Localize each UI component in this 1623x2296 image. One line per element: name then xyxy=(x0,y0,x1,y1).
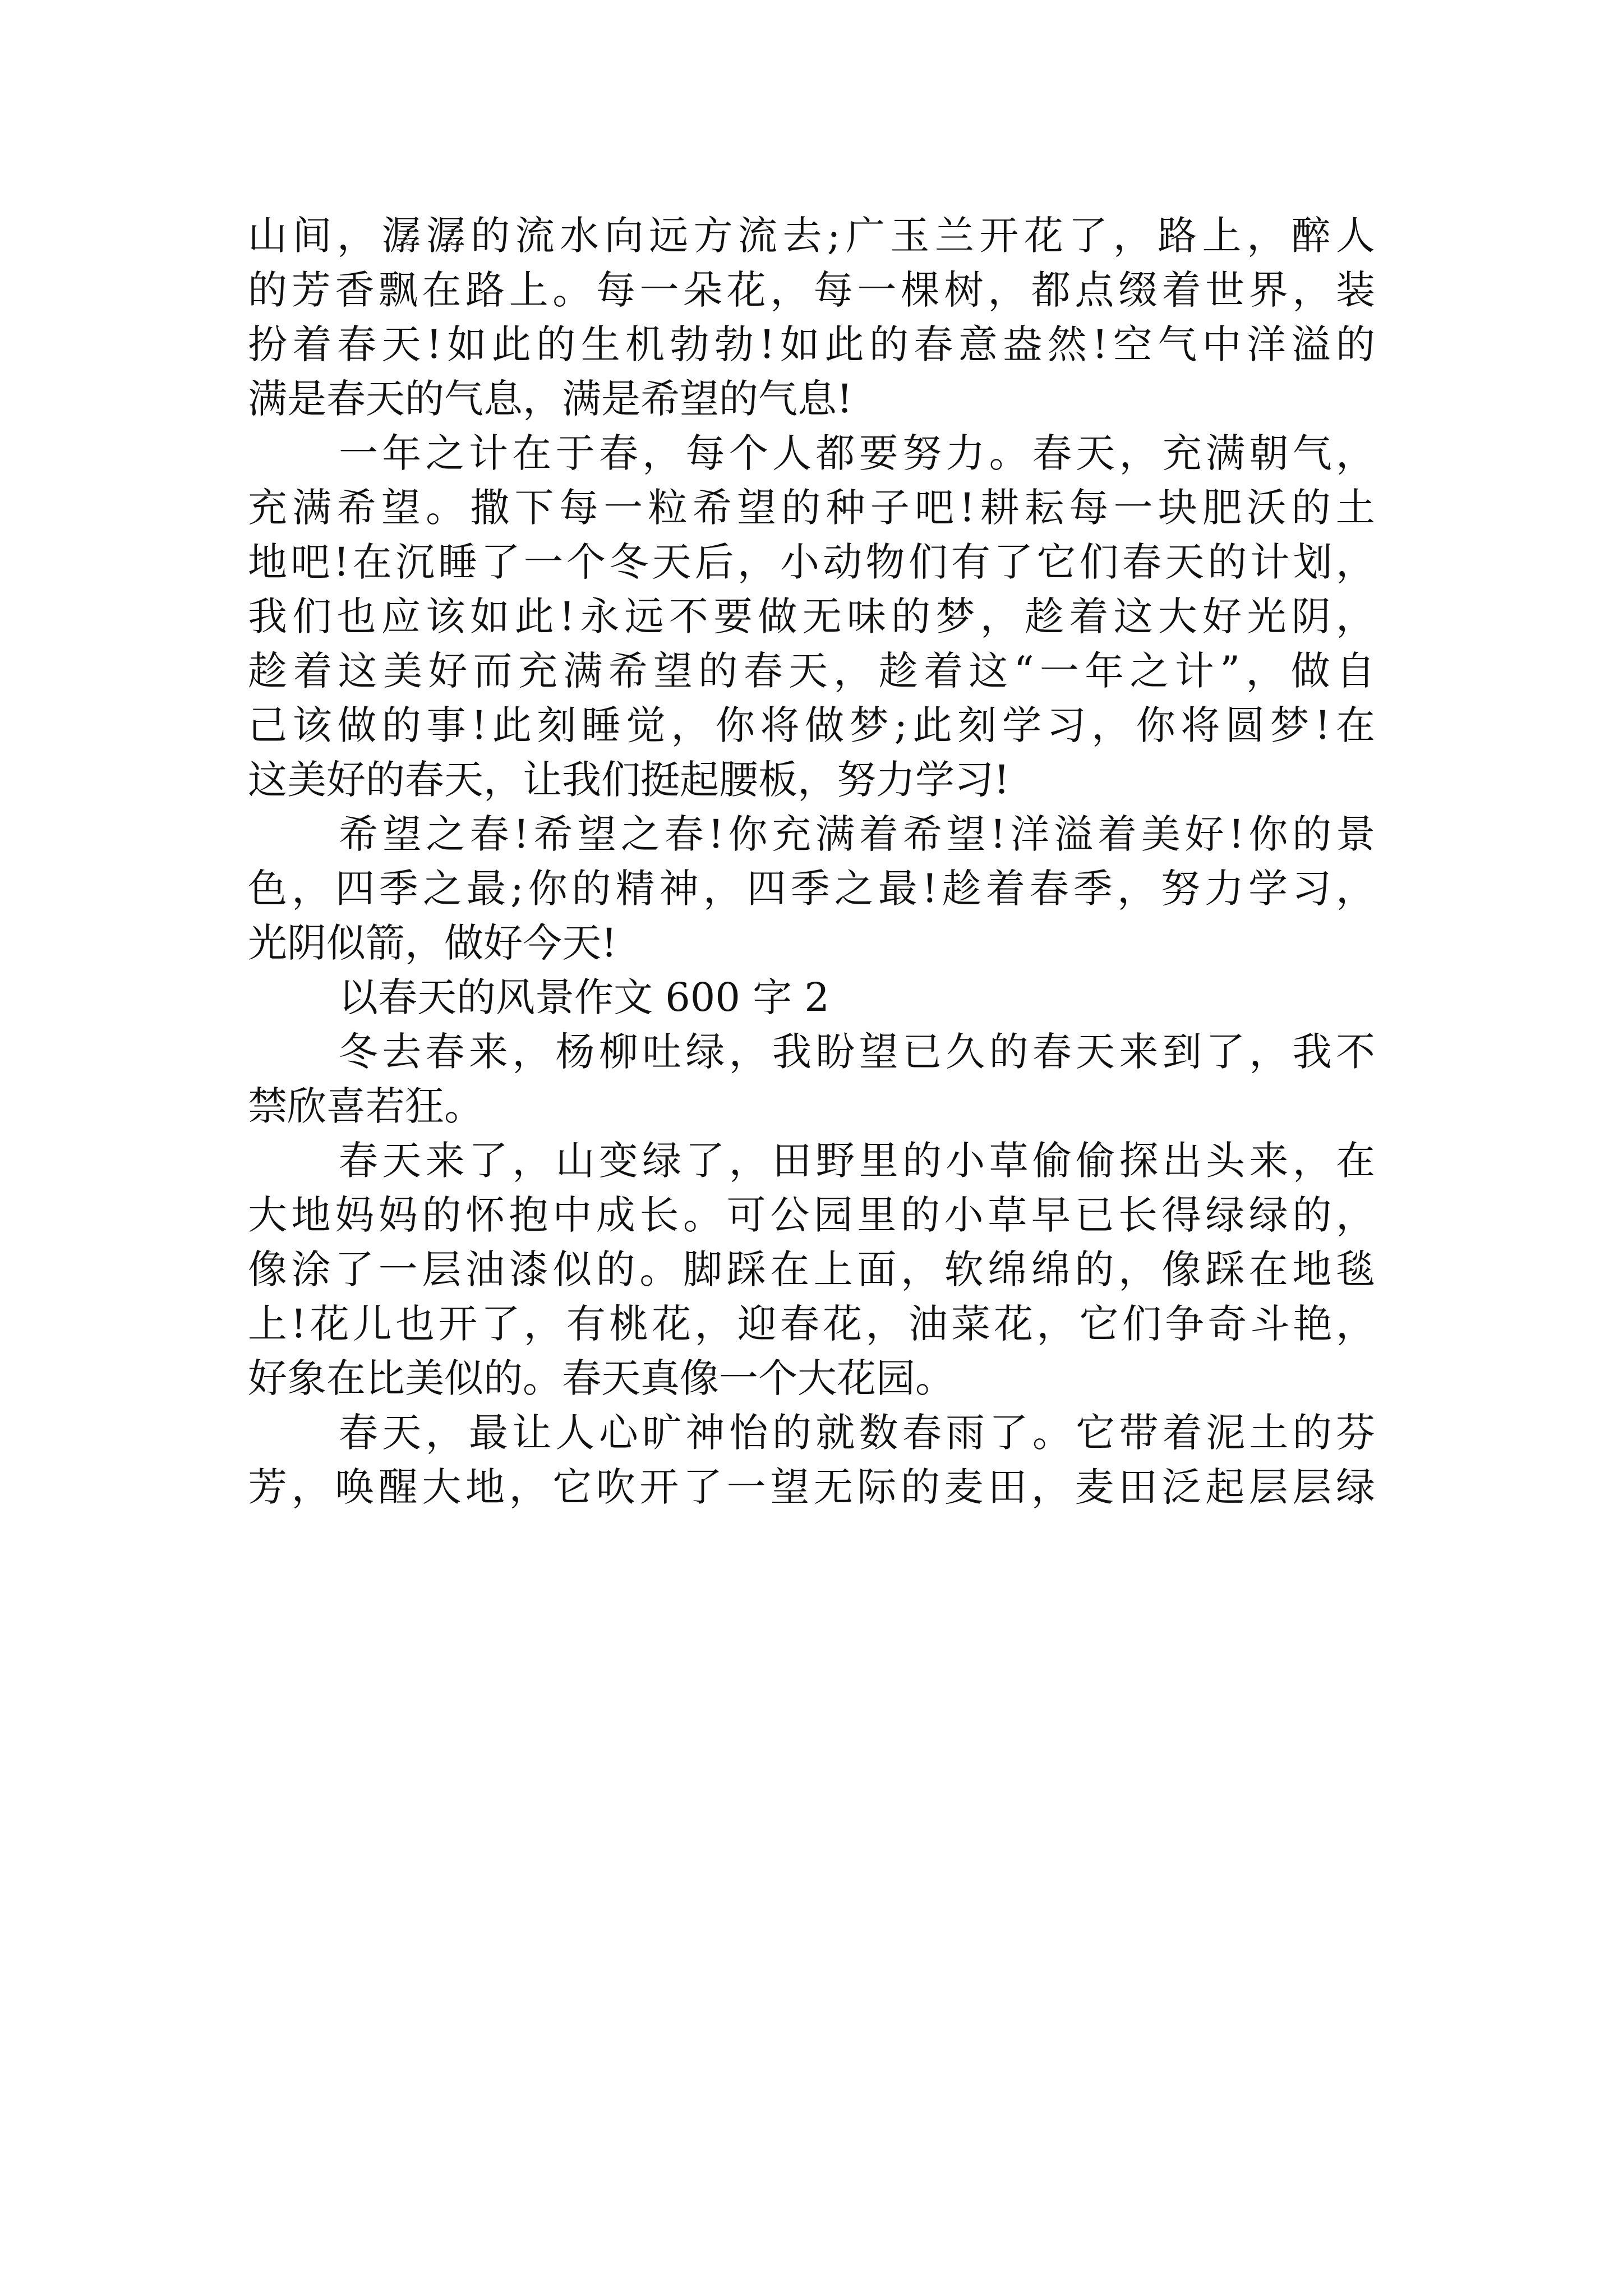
text-line: 上!花儿也开了，有桃花，迎春花，油菜花，它们争奇斗艳， xyxy=(248,1301,1375,1347)
text-line: 充满希望。撒下每一粒希望的种子吧!耕耘每一块肥沃的土 xyxy=(248,485,1375,531)
paragraph xyxy=(248,1025,1375,1134)
paragraph xyxy=(248,1406,1375,1515)
text-line: 己该做的事!此刻睡觉，你将做梦;此刻学习，你将圆梦!在 xyxy=(248,702,1375,748)
paragraph xyxy=(248,807,1375,970)
heading-text: 以春天的风景作文 600 字 2 xyxy=(339,974,829,1020)
text-line: 色，四季之最;你的精神，四季之最!趁着春季，努力学习， xyxy=(248,866,1375,912)
text-line: 我们也应该如此!永远不要做无味的梦，趁着这大好光阴， xyxy=(248,593,1375,639)
text-line: 像涂了一层油漆似的。脚踩在上面，软绵绵的，像踩在地毯 xyxy=(248,1246,1375,1292)
text-line: 这美好的春天，让我们挺起腰板，努力学习! xyxy=(248,757,1010,803)
text-line: 趁着这美好而充满希望的春天，趁着这“一年之计”，做自 xyxy=(248,648,1375,694)
text-line: 的芳香飘在路上。每一朵花，每一棵树，都点缀着世界，装 xyxy=(248,267,1375,313)
text-line: 芳，唤醒大地，它吹开了一望无际的麦田，麦田泛起层层绿 xyxy=(248,1464,1375,1510)
text-line: 春天，最让人心旷神怡的就数春雨了。它带着泥土的芬 xyxy=(339,1410,1375,1456)
section-heading xyxy=(248,970,1375,1025)
text-line: 扮着春天!如此的生机勃勃!如此的春意盎然!空气中洋溢的 xyxy=(248,321,1375,367)
text-line: 光阴似箭，做好今天! xyxy=(248,920,617,966)
text-line: 好象在比美似的。春天真像一个大花园。 xyxy=(248,1355,955,1401)
paragraph xyxy=(248,426,1375,807)
essay-body xyxy=(248,209,1375,1515)
paragraph xyxy=(248,1134,1375,1406)
text-line: 禁欣喜若狂。 xyxy=(248,1083,483,1129)
text-line: 地吧!在沉睡了一个冬天后，小动物们有了它们春天的计划， xyxy=(248,539,1375,585)
text-line: 山间，潺潺的流水向远方流去;广玉兰开花了，路上，醉人 xyxy=(248,213,1375,259)
text-line: 春天来了，山变绿了，田野里的小草偷偷探出头来，在 xyxy=(339,1138,1375,1184)
text-line: 冬去春来，杨柳吐绿，我盼望已久的春天来到了，我不 xyxy=(339,1029,1375,1075)
text-line: 大地妈妈的怀抱中成长。可公园里的小草早已长得绿绿的， xyxy=(248,1192,1375,1238)
text-line: 希望之春!希望之春!你充满着希望!洋溢着美好!你的景 xyxy=(339,811,1375,857)
text-line: 满是春天的气息，满是希望的气息! xyxy=(248,376,853,422)
paragraph xyxy=(248,209,1375,426)
text-line: 一年之计在于春，每个人都要努力。春天，充满朝气， xyxy=(339,430,1375,476)
